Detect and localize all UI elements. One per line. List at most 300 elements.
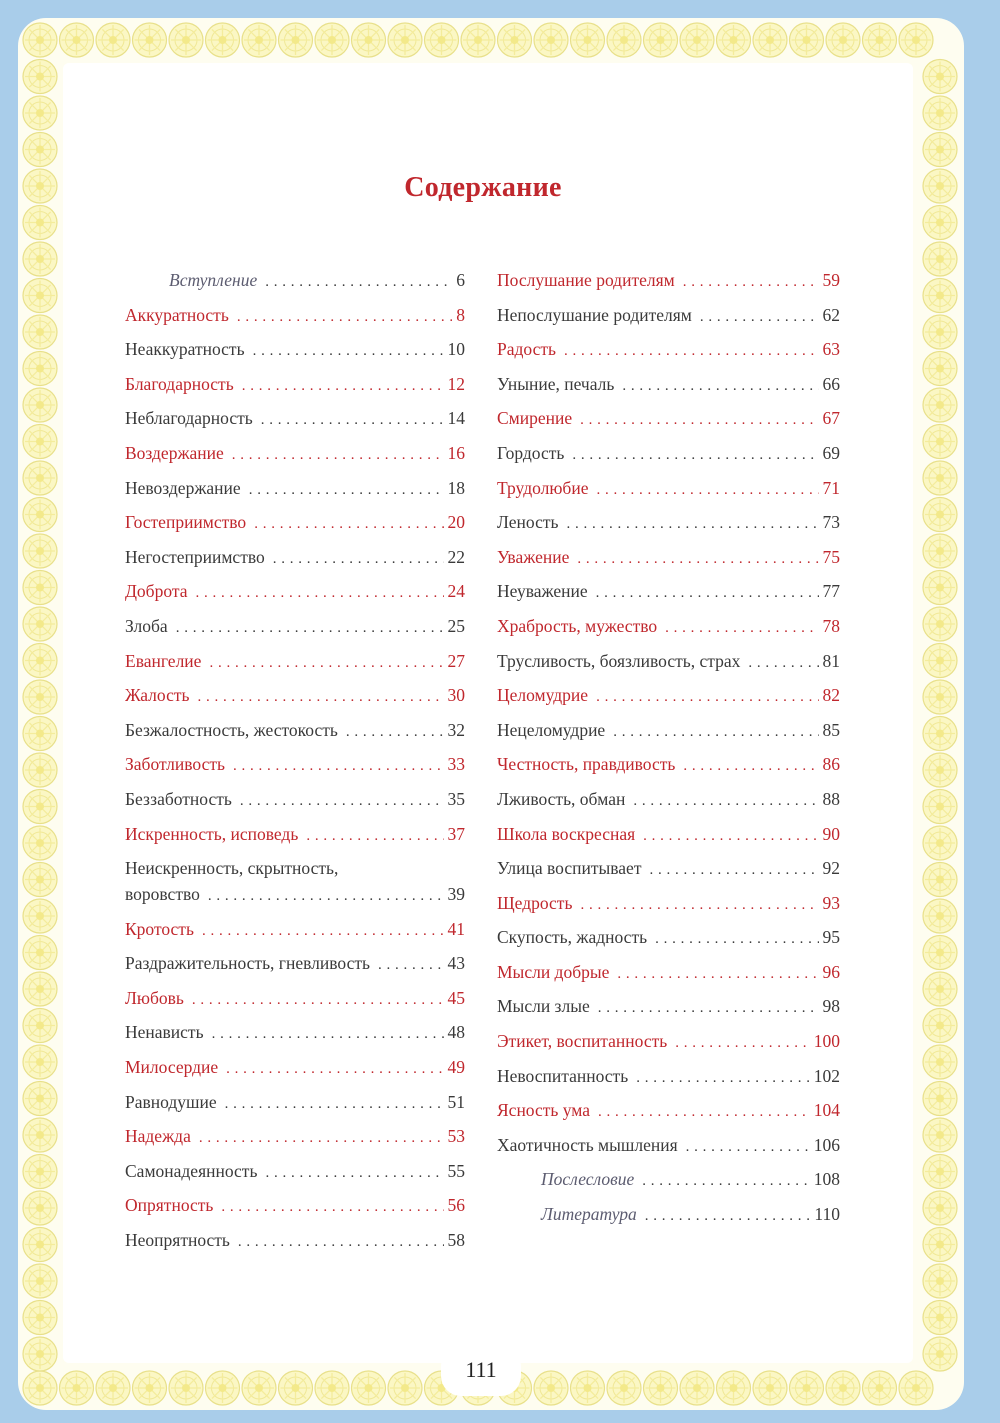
toc-leader-dots (564, 343, 819, 360)
border-flower-ornament (425, 23, 459, 57)
border-flower-ornament (23, 1082, 57, 1116)
toc-entry-label: Послушание родителям (497, 270, 675, 290)
toc-entry-label: Равнодушие (125, 1091, 217, 1112)
border-flower-ornament (923, 1228, 957, 1262)
border-flower-ornament (388, 23, 422, 57)
toc-entry-label: Ненависть (125, 1022, 204, 1043)
border-flower-ornament (899, 1371, 933, 1405)
toc-leader-dots (199, 1130, 444, 1147)
toc-entry[interactable] (497, 374, 840, 409)
toc-entry-page: 71 (822, 477, 840, 498)
toc-entry[interactable] (497, 443, 840, 478)
toc-leader-dots (225, 1096, 444, 1113)
border-flower-ornament (23, 242, 57, 276)
toc-entry[interactable] (125, 1057, 465, 1092)
toc-entry-label: Мысли злые (497, 996, 590, 1017)
border-flower-ornament (279, 1371, 313, 1405)
border-flower-ornament (790, 1371, 824, 1405)
toc-entry-page: 12 (447, 373, 465, 394)
toc-entry[interactable] (125, 1022, 465, 1057)
toc-entry-label: Неопрятность (125, 1230, 230, 1251)
toc-entry-page: 18 (447, 477, 465, 498)
toc-entry-label: Безжалостность, жестокость (125, 719, 338, 740)
toc-leader-dots (686, 1139, 810, 1156)
toc-entry-label: Трудолюбие (497, 477, 589, 498)
border-flower-ornament (923, 206, 957, 240)
toc-entry[interactable] (125, 858, 465, 919)
toc-left-column (125, 270, 465, 1265)
toc-entry-page: 25 (447, 615, 465, 636)
border-flower-ornament (923, 133, 957, 167)
toc-entry[interactable] (125, 988, 465, 1023)
border-flower-ornament (923, 644, 957, 678)
toc-entry-page: 30 (447, 685, 465, 706)
border-flower-ornament (23, 1301, 57, 1335)
toc-entry-label: Надежда (125, 1126, 191, 1147)
toc-entry-page: 93 (822, 892, 840, 913)
toc-entry[interactable] (497, 547, 840, 582)
toc-entry-page: 37 (447, 823, 465, 844)
border-flower-ornament (23, 753, 57, 787)
border-flower-ornament (206, 1371, 240, 1405)
toc-entry-label: Непослушание родителям (497, 304, 692, 325)
toc-leader-dots (649, 862, 818, 879)
toc-entry[interactable] (497, 305, 840, 340)
toc-entry-label: Беззаботность (125, 788, 232, 809)
toc-entry[interactable] (125, 720, 465, 755)
toc-entry[interactable] (497, 339, 840, 374)
toc-entry[interactable] (125, 512, 465, 547)
toc-entry[interactable] (497, 720, 840, 755)
toc-entry-page: 22 (447, 546, 465, 567)
toc-leader-dots (566, 516, 818, 533)
toc-entry-page: 41 (447, 918, 465, 939)
toc-leader-dots (596, 689, 818, 706)
toc-entry-page: 62 (822, 304, 840, 325)
toc-entry-page: 108 (813, 1169, 840, 1190)
toc-entry[interactable] (497, 478, 840, 513)
toc-entry-page: 88 (822, 788, 840, 809)
border-flower-ornament (923, 388, 957, 422)
border-flower-ornament (753, 23, 787, 57)
toc-leader-dots (643, 828, 818, 845)
toc-entry-page: 27 (447, 650, 465, 671)
toc-entry-label: Ясность ума (497, 1100, 591, 1121)
toc-entry-label: Аккуратность (125, 304, 229, 325)
toc-entry-page: 49 (447, 1057, 465, 1078)
toc-entry[interactable] (497, 996, 840, 1031)
toc-entry-label: Честность, правдивость (497, 754, 676, 775)
border-flower-ornament (863, 23, 897, 57)
border-flower-ornament (923, 352, 957, 386)
toc-leader-dots (197, 689, 443, 706)
toc-entry-page: 10 (447, 339, 465, 360)
toc-entry-page: 82 (822, 685, 840, 706)
toc-entry[interactable] (497, 927, 840, 962)
toc-leader-dots (572, 447, 818, 464)
toc-entry-label: Этикет, воспитанность (497, 1031, 668, 1052)
toc-entry[interactable] (125, 581, 465, 616)
toc-entry[interactable] (497, 408, 840, 443)
toc-leader-dots (596, 482, 818, 499)
toc-entry-label: Самонадеянность (125, 1160, 258, 1181)
toc-entry[interactable] (125, 651, 465, 686)
border-flower-ornament (242, 23, 276, 57)
border-flower-ornament (315, 1371, 349, 1405)
toc-entry[interactable] (497, 651, 840, 686)
border-flower-ornament (23, 315, 57, 349)
toc-entry-page: 96 (822, 961, 840, 982)
border-flower-ornament (923, 826, 957, 860)
toc-entry-label: Трусливость, боязливость, страх (497, 650, 741, 671)
border-flower-ornament (23, 1191, 57, 1225)
border-flower-ornament (923, 1155, 957, 1189)
toc-leader-dots (261, 412, 444, 429)
toc-entry[interactable] (497, 581, 840, 616)
toc-entry[interactable] (125, 443, 465, 478)
toc-leader-dots (580, 412, 818, 429)
border-flower-ornament (717, 23, 751, 57)
border-flower-ornament (23, 133, 57, 167)
toc-leader-dots (254, 516, 443, 533)
toc-entry[interactable] (497, 754, 840, 789)
toc-entry-page: 8 (456, 304, 465, 325)
toc-entry-page: 33 (447, 754, 465, 775)
toc-entry-page: 75 (822, 546, 840, 567)
toc-leader-dots (232, 447, 444, 464)
toc-leader-dots (226, 1061, 443, 1078)
border-flower-ornament (23, 534, 57, 568)
toc-entry-label: Невоздержание (125, 477, 241, 498)
toc-entry-page: 95 (822, 927, 840, 948)
border-flower-ornament (923, 936, 957, 970)
toc-leader-dots (655, 931, 818, 948)
toc-leader-dots (665, 620, 818, 637)
border-flower-ornament (923, 425, 957, 459)
toc-entry-label: Скупость, жадность (497, 927, 648, 948)
border-flower-ornament (923, 607, 957, 641)
border-flower-ornament (23, 972, 57, 1006)
toc-leader-dots (598, 1000, 819, 1017)
border-flower-ornament (23, 1155, 57, 1189)
toc-entry[interactable] (497, 962, 840, 997)
border-flower-ornament (23, 1009, 57, 1043)
border-flower-ornament (23, 826, 57, 860)
border-flower-ornament (923, 60, 957, 94)
toc-entry-page: 77 (822, 581, 840, 602)
border-flower-ornament (923, 1118, 957, 1152)
toc-entry[interactable] (497, 1031, 840, 1066)
toc-leader-dots (622, 378, 818, 395)
toc-entry-page: 24 (447, 581, 465, 602)
toc-entry-label: Негостеприимство (125, 546, 265, 567)
toc-leader-dots (242, 378, 444, 395)
toc-leader-dots (265, 274, 452, 291)
toc-entry[interactable] (125, 1230, 465, 1265)
toc-entry[interactable] (497, 893, 840, 928)
toc-entry[interactable] (125, 1195, 465, 1230)
toc-entry-label: Вступление (169, 270, 258, 290)
toc-leader-dots (208, 888, 444, 905)
toc-leader-dots (238, 1234, 444, 1251)
toc-leader-dots (700, 309, 819, 326)
border-flower-ornament (133, 1371, 167, 1405)
toc-entry-label: Литература (541, 1204, 637, 1225)
border-flower-ornament (23, 206, 57, 240)
border-flower-ornament (169, 1371, 203, 1405)
toc-entry-page: 20 (447, 512, 465, 533)
toc-entry-label: Лживость, обман (497, 788, 626, 809)
border-flower-ornament (23, 717, 57, 751)
toc-entry-page: 104 (813, 1100, 840, 1121)
toc-leader-dots (613, 724, 818, 741)
toc-entry[interactable] (497, 685, 840, 720)
border-flower-ornament (279, 23, 313, 57)
toc-leader-dots (683, 758, 818, 775)
border-flower-ornament (826, 23, 860, 57)
border-flower-ornament (534, 1371, 568, 1405)
toc-leader-dots (209, 655, 443, 672)
toc-entry-page: 43 (447, 953, 465, 974)
border-flower-ornament (923, 1191, 957, 1225)
border-flower-ornament (680, 23, 714, 57)
border-flower-ornament (23, 60, 57, 94)
toc-entry[interactable] (125, 339, 465, 374)
toc-entry[interactable] (125, 685, 465, 720)
border-flower-ornament (644, 1371, 678, 1405)
toc-leader-dots (636, 1070, 810, 1087)
page-number: 111 (465, 1357, 497, 1382)
toc-entry-page: 14 (447, 408, 465, 429)
border-flower-ornament (498, 23, 532, 57)
border-flower-ornament (352, 1371, 386, 1405)
toc-entry[interactable] (125, 478, 465, 513)
toc-leader-dots (598, 1104, 810, 1121)
toc-entry[interactable] (125, 1126, 465, 1161)
toc-entry-page: 110 (814, 1204, 840, 1225)
toc-entry-label: Евангелие (125, 650, 202, 671)
toc-leader-dots (675, 1035, 810, 1052)
border-flower-ornament (923, 96, 957, 130)
toc-leader-dots (580, 897, 818, 914)
border-flower-ornament (206, 23, 240, 57)
border-flower-ornament (923, 1264, 957, 1298)
border-flower-ornament (680, 1371, 714, 1405)
toc-entry-page: 78 (822, 615, 840, 636)
toc-entry-label: Неаккуратность (125, 339, 245, 360)
toc-leader-dots (212, 1026, 444, 1043)
toc-entry-page: 35 (447, 788, 465, 809)
toc-entry-label: Воздержание (125, 442, 224, 463)
border-flower-ornament (717, 1371, 751, 1405)
border-flower-ornament (23, 1228, 57, 1262)
border-flower-ornament (60, 23, 94, 57)
border-flower-ornament (96, 23, 130, 57)
border-flower-ornament (133, 23, 167, 57)
toc-leader-dots (642, 1173, 810, 1190)
toc-entry-page: 56 (447, 1195, 465, 1216)
toc-leader-dots (221, 1199, 443, 1216)
border-flower-ornament (315, 23, 349, 57)
border-flower-ornament (923, 498, 957, 532)
toc-entry[interactable] (497, 1204, 840, 1239)
border-flower-ornament (96, 1371, 130, 1405)
toc-leader-dots (237, 309, 452, 326)
border-flower-ornament (461, 23, 495, 57)
toc-leader-dots (378, 957, 444, 974)
toc-entry-page: 63 (822, 339, 840, 360)
toc-entry[interactable] (125, 919, 465, 954)
toc-entry-label: Неискренность, скрытность, (125, 858, 339, 879)
toc-leader-dots (306, 828, 443, 845)
toc-entry-page: 16 (447, 442, 465, 463)
toc-entry-page: 73 (822, 512, 840, 533)
border-flower-ornament (923, 790, 957, 824)
toc-entry-label: Жалость (125, 685, 190, 706)
toc-entry-label: Доброта (125, 581, 188, 602)
toc-leader-dots (748, 655, 818, 672)
border-flower-ornament (23, 461, 57, 495)
toc-leader-dots (346, 724, 444, 741)
toc-entry-page: 69 (822, 442, 840, 463)
toc-entry-page: 85 (822, 719, 840, 740)
toc-entry[interactable] (497, 1100, 840, 1135)
border-flower-ornament (923, 680, 957, 714)
toc-entry-label: Школа воскресная (497, 823, 636, 844)
toc-leader-dots (633, 793, 818, 810)
border-flower-ornament (23, 1337, 57, 1371)
toc-leader-dots (683, 274, 819, 291)
border-flower-ornament (388, 1371, 422, 1405)
toc-entry[interactable] (125, 1161, 465, 1196)
toc-entry[interactable] (497, 1135, 840, 1170)
border-flower-ornament (923, 534, 957, 568)
toc-leader-dots (577, 551, 818, 568)
toc-entry[interactable] (125, 754, 465, 789)
toc-entry-label: Смирение (497, 408, 573, 429)
toc-entry-page: 32 (447, 719, 465, 740)
toc-leader-dots (253, 343, 444, 360)
toc-entry-label: Щедрость (497, 892, 573, 913)
toc-entry-label: Заботливость (125, 754, 225, 775)
toc-entry[interactable] (125, 616, 465, 651)
toc-entry-page: 48 (447, 1022, 465, 1043)
toc-entry[interactable] (125, 547, 465, 582)
border-flower-ornament (23, 1045, 57, 1079)
toc-leader-dots (233, 758, 444, 775)
toc-entry[interactable] (497, 1169, 840, 1204)
border-flower-ornament (571, 23, 605, 57)
toc-entry-page: 66 (822, 373, 840, 394)
toc-leader-dots (249, 482, 444, 499)
toc-entry[interactable] (125, 824, 465, 859)
toc-entry[interactable] (125, 374, 465, 409)
toc-entry[interactable] (125, 789, 465, 824)
border-flower-ornament (23, 607, 57, 641)
border-flower-ornament (607, 1371, 641, 1405)
toc-entry-label: Улица воспитывает (497, 858, 642, 879)
border-flower-ornament (899, 23, 933, 57)
toc-entry[interactable] (125, 953, 465, 988)
border-flower-ornament (923, 1082, 957, 1116)
border-flower-ornament (23, 388, 57, 422)
border-flower-ornament (534, 23, 568, 57)
border-flower-ornament (923, 717, 957, 751)
toc-entry-label-continued: воровство (125, 884, 200, 905)
toc-entry-label: Раздражительность, гневливость (125, 953, 370, 974)
toc-entry-label: Нецеломудрие (497, 719, 606, 740)
border-flower-ornament (923, 899, 957, 933)
border-flower-ornament (23, 23, 57, 57)
toc-leader-dots (265, 1165, 443, 1182)
toc-entry-page: 100 (813, 1031, 840, 1052)
border-flower-ornament (23, 352, 57, 386)
toc-leader-dots (645, 1208, 811, 1225)
toc-entry[interactable] (497, 1066, 840, 1101)
toc-right-column (497, 270, 840, 1239)
border-flower-ornament (60, 1371, 94, 1405)
toc-entry[interactable] (497, 616, 840, 651)
toc-entry-page: 6 (456, 270, 465, 290)
toc-entry[interactable] (125, 1092, 465, 1127)
border-flower-ornament (23, 1118, 57, 1152)
toc-leader-dots (196, 585, 444, 602)
toc-entry-label: Злоба (125, 615, 168, 636)
toc-leader-dots (202, 923, 444, 940)
border-flower-ornament (863, 1371, 897, 1405)
toc-entry-label: Невоспитанность (497, 1065, 629, 1086)
toc-entry-label: Искренность, исповедь (125, 823, 299, 844)
page-title: Содержание (404, 172, 562, 203)
toc-entry-page: 81 (822, 650, 840, 671)
toc-entry-label: Храбрость, мужество (497, 615, 658, 636)
toc-entry-label: Радость (497, 339, 556, 360)
toc-entry[interactable] (125, 305, 465, 340)
border-flower-ornament (826, 1371, 860, 1405)
toc-entry-label: Гостеприимство (125, 512, 247, 533)
toc-entry[interactable] (125, 408, 465, 443)
toc-entry-label: Милосердие (125, 1057, 219, 1078)
toc-entry[interactable] (497, 824, 840, 859)
toc-leader-dots (273, 551, 444, 568)
border-flower-ornament (923, 1009, 957, 1043)
border-flower-ornament (169, 23, 203, 57)
border-flower-ornament (23, 498, 57, 532)
toc-entry[interactable] (497, 512, 840, 547)
toc-entry[interactable] (497, 789, 840, 824)
toc-entry-page: 45 (447, 987, 465, 1008)
toc-entry[interactable] (125, 270, 465, 305)
border-flower-ornament (923, 1301, 957, 1335)
toc-entry-page: 102 (813, 1065, 840, 1086)
toc-entry-label: Неуважение (497, 581, 588, 602)
border-flower-ornament (923, 863, 957, 897)
border-flower-ornament (23, 790, 57, 824)
toc-entry[interactable] (497, 858, 840, 893)
border-flower-ornament (923, 279, 957, 313)
toc-entry-page: 53 (447, 1126, 465, 1147)
toc-entry[interactable] (497, 270, 840, 305)
border-flower-ornament (923, 461, 957, 495)
toc-leader-dots (240, 793, 444, 810)
border-flower-ornament (923, 1337, 957, 1371)
toc-entry-page: 51 (447, 1091, 465, 1112)
border-flower-ornament (753, 1371, 787, 1405)
toc-entry-page: 106 (813, 1134, 840, 1155)
border-flower-ornament (607, 23, 641, 57)
toc-leader-dots (596, 585, 819, 602)
toc-entry-page: 67 (822, 408, 840, 429)
